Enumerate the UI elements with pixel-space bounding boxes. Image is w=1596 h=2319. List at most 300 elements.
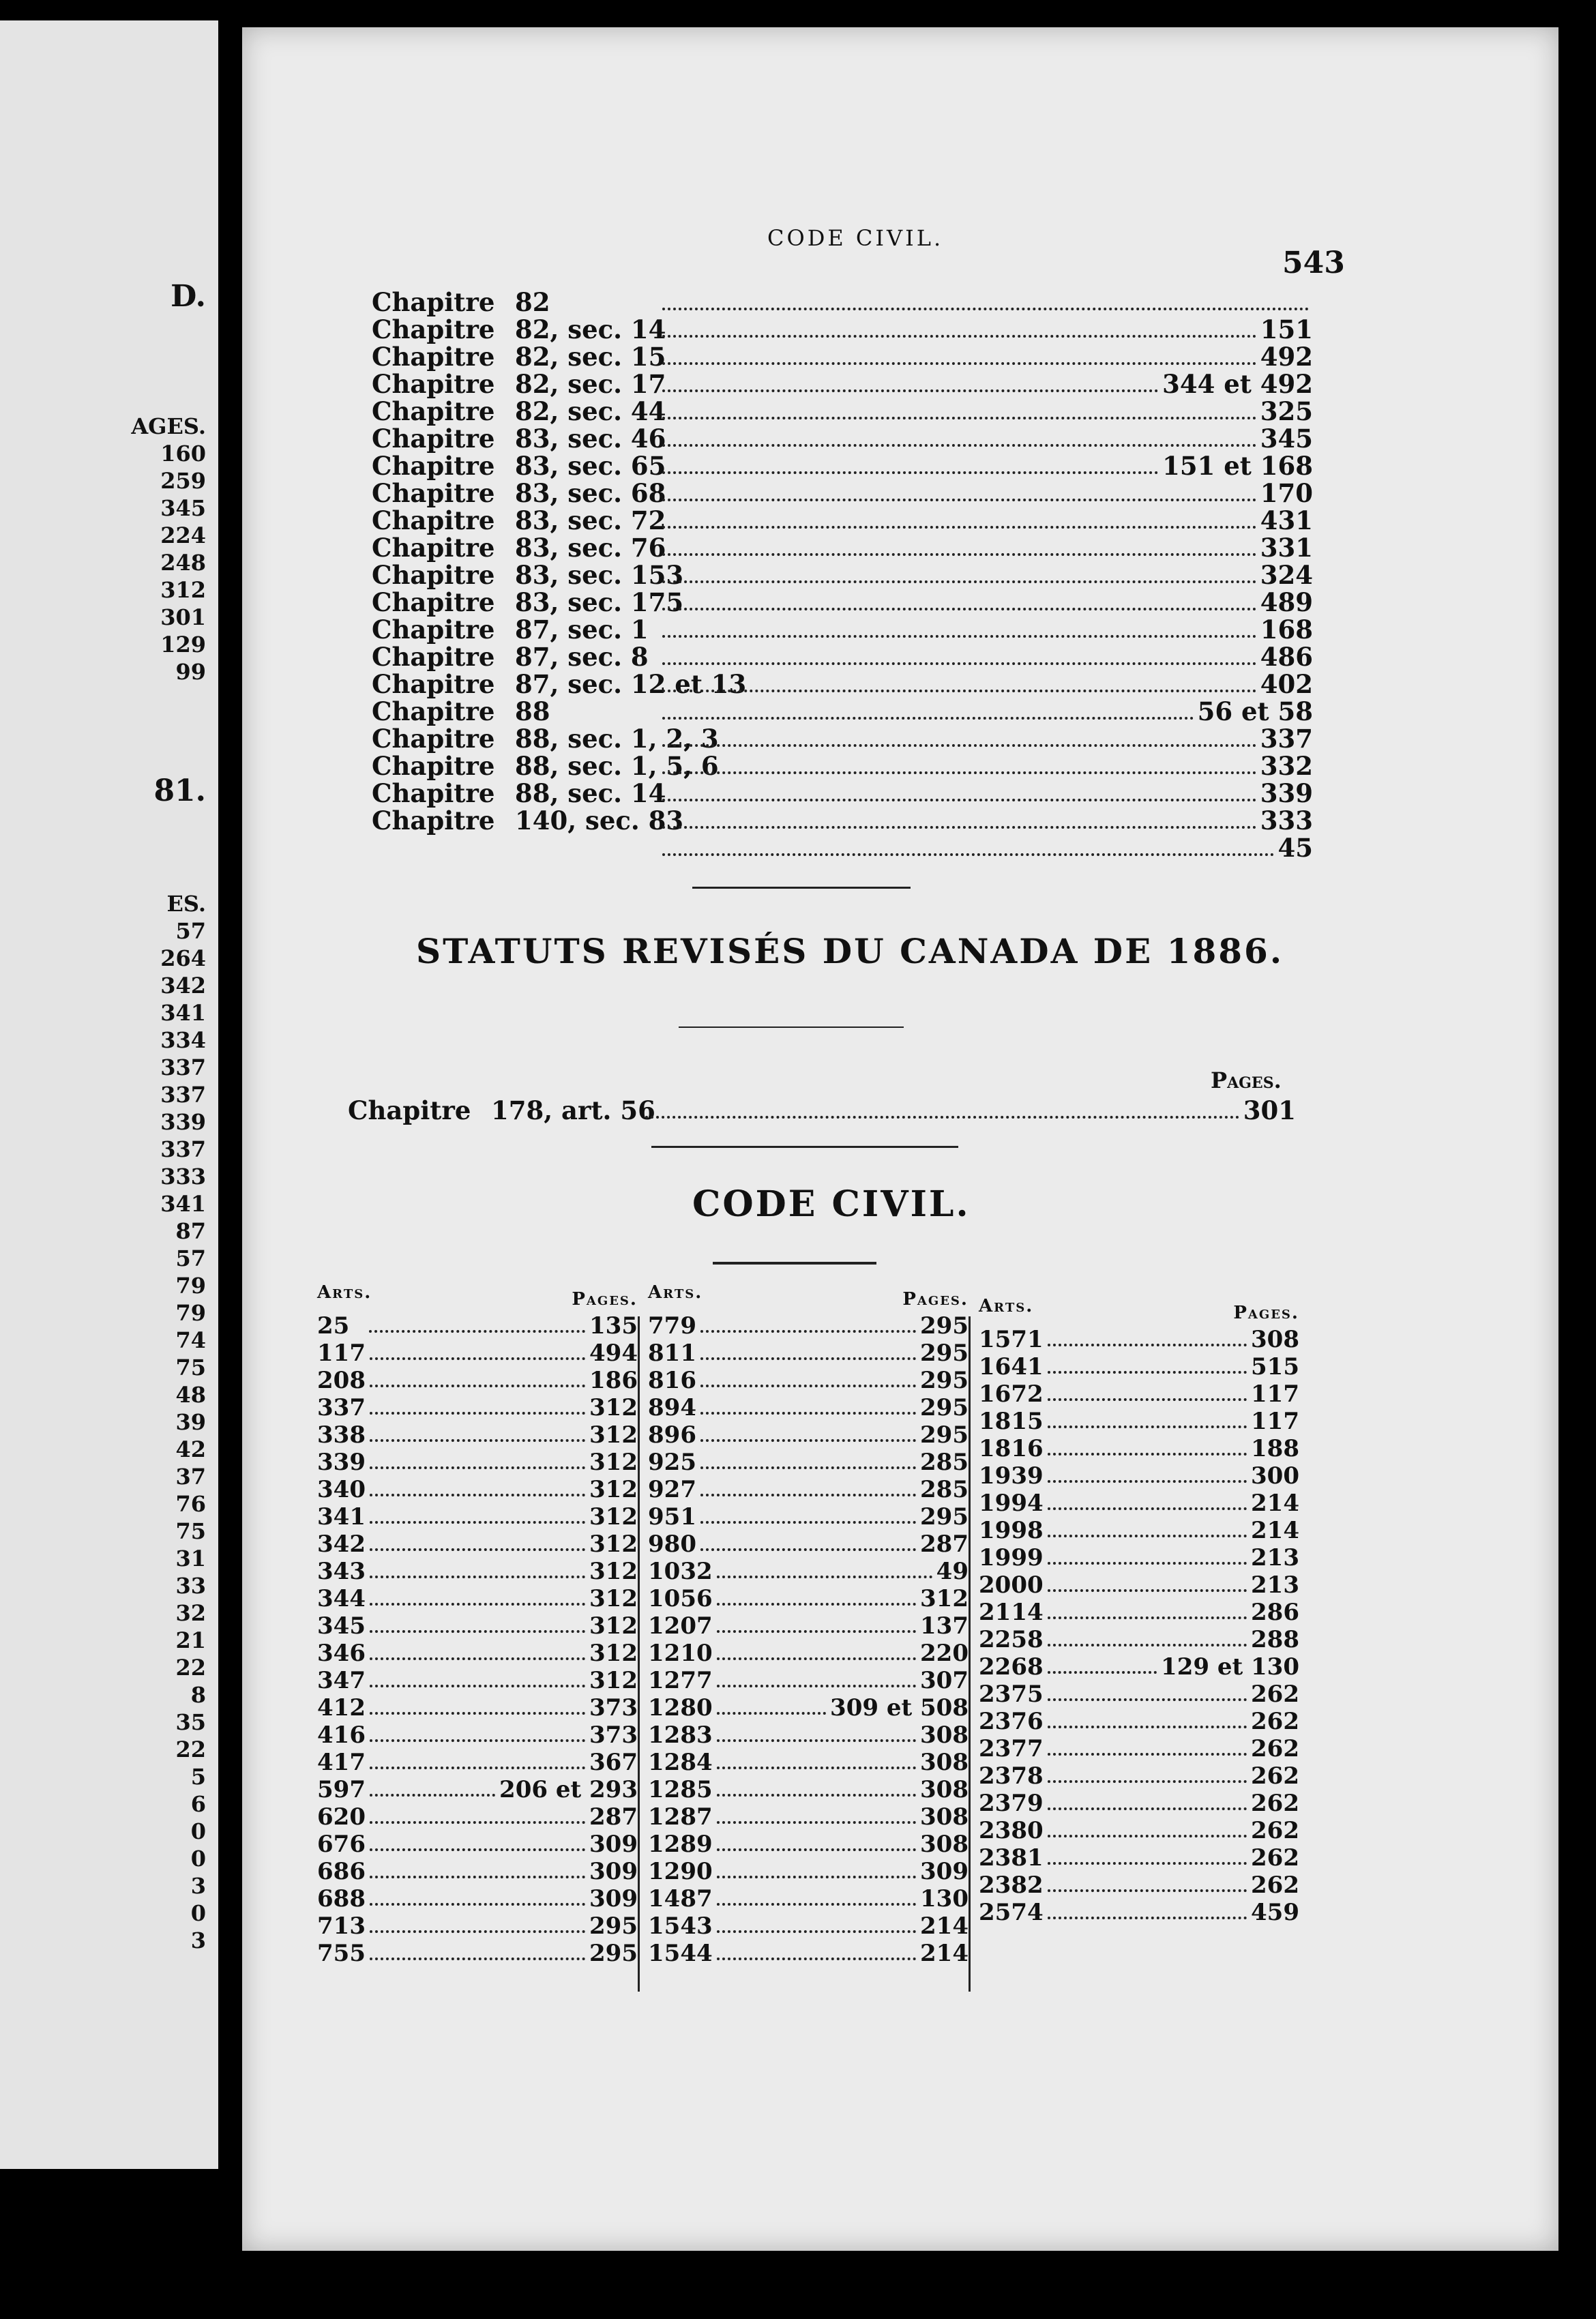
article-number: 676 [317,1831,366,1858]
leader-dots [662,853,1274,856]
article-row [979,1653,1299,1681]
page-number-fragment: 334 [160,1027,206,1053]
article-row [648,1558,969,1585]
leader-dots [370,1438,585,1442]
divider-rule [713,1262,876,1265]
page-number-fragment: 224 [160,522,206,548]
article-number: 1277 [648,1667,713,1694]
article-page: 262 [1251,1762,1299,1790]
page-number-fragment: 79 [175,1273,206,1299]
page-number-fragment: 76 [175,1491,206,1517]
article-page: 307 [920,1667,969,1694]
chapitre-label: Chapitre [372,396,495,426]
page-number-fragment: ES. [166,891,206,917]
article-number: 1998 [979,1517,1044,1544]
article-number: 1999 [979,1544,1044,1571]
chapitre-label: Chapitre [372,342,495,372]
article-number: 1487 [648,1885,713,1912]
article-page: 285 [920,1476,969,1503]
statuts-title: STATUTS REVISÉS DU CANADA DE 1886. [416,931,1284,971]
page-number-fragment: 333 [160,1164,206,1190]
chapitre-list [372,287,1313,870]
article-number: 1285 [648,1776,713,1803]
article-number: 1207 [648,1612,713,1640]
page-number-fragment: 57 [175,918,206,944]
article-row [979,1681,1299,1708]
article-page: 288 [1251,1626,1299,1653]
article-page: 312 [589,1558,638,1585]
chapitre-label: Chapitre [372,533,495,563]
article-number: 1815 [979,1408,1044,1435]
article-page: 295 [589,1940,638,1967]
article-number: 344 [317,1585,366,1612]
article-number: 2379 [979,1790,1044,1817]
article-page: 213 [1251,1544,1299,1571]
chapitre-ref: 87, sec. 8 [515,642,649,672]
article-page: 312 [589,1640,638,1667]
chapitre-row [372,344,1313,372]
article-number: 341 [317,1503,366,1531]
leader-dots [700,1548,916,1551]
page-number-fragment: 87 [175,1218,206,1244]
chapitre-ref: 83, sec. 175 [515,587,684,617]
chapitre-row [372,426,1313,454]
article-row [317,1394,638,1421]
chapitre-page: 332 [1260,751,1313,781]
article-row [979,1435,1299,1462]
page-number-fragment: 259 [160,468,206,494]
article-row [317,1722,638,1749]
page-number-fragment: 0 [190,1846,206,1872]
page-number-fragment: 31 [175,1546,206,1571]
leader-dots [717,1575,932,1578]
article-page: 49 [936,1558,969,1585]
chapitre-label: Chapitre [372,369,495,399]
leader-dots [717,1957,916,1960]
article-number: 1289 [648,1831,713,1858]
page-number: 543 [1282,246,1345,280]
article-row [648,1503,969,1531]
article-number: 1280 [648,1694,713,1722]
page-number-fragment: 75 [175,1355,206,1380]
article-page: 262 [1251,1708,1299,1735]
article-page: 308 [920,1831,969,1858]
article-page: 300 [1251,1462,1299,1490]
heading-fragment: D. [171,279,206,314]
leader-dots [1048,1779,1247,1783]
arts-header: Arts. [979,1296,1034,1316]
chapitre-ref: 88, sec. 1, 2, 3 [515,724,719,754]
divider-rule [692,887,911,889]
divider-rule [679,1026,904,1028]
article-row [979,1380,1299,1408]
article-number: 343 [317,1558,366,1585]
article-row [979,1790,1299,1817]
leader-dots [1048,1916,1247,1919]
article-page: 295 [589,1912,638,1940]
chapitre-ref: 88, sec. 14 [515,778,666,808]
article-page: 494 [589,1340,638,1367]
leader-dots [662,525,1256,529]
article-row [648,1585,969,1612]
article-number: 713 [317,1912,366,1940]
chapitre-label: Chapitre [372,696,495,726]
chapitre-page: 168 [1260,615,1313,645]
chapitre-page: 301 [1243,1095,1296,1125]
page-number-fragment: 21 [175,1627,206,1653]
article-row [979,1762,1299,1790]
article-page: 129 et 130 [1161,1653,1299,1681]
chapitre-ref: 88, sec. 1, 5, 6 [515,751,719,781]
column-separator [969,1316,971,1992]
article-row [317,1667,638,1694]
leader-dots [1048,1561,1247,1565]
article-number: 208 [317,1367,366,1394]
chapitre-page: 345 [1260,424,1313,454]
article-row [648,1885,969,1912]
page-number-fragment: 8 [190,1682,206,1708]
leader-dots [1048,1343,1247,1346]
leader-dots [662,798,1256,801]
leader-dots [700,1411,916,1415]
chapitre-page: 402 [1260,669,1313,699]
article-page: 309 [589,1858,638,1885]
page-number-fragment: 37 [175,1464,206,1490]
chapitre-label: Chapitre [372,778,495,808]
chapitre-row [372,642,1313,672]
page-number-fragment: 0 [190,1818,206,1844]
article-row [317,1640,638,1667]
leader-dots [370,1848,585,1851]
leader-dots [700,1466,916,1469]
article-page: 308 [920,1722,969,1749]
chapitre-page: 489 [1260,587,1313,617]
leader-dots [370,1902,585,1906]
page-number-fragment: 337 [160,1082,206,1108]
chapitre-label: Chapitre [372,451,495,481]
chapitre-ref: 83, sec. 65 [515,451,666,481]
leader-dots [717,1875,916,1878]
article-page: 220 [920,1640,969,1667]
article-row [648,1749,969,1776]
leader-dots [662,416,1256,419]
page-number-fragment: 3 [190,1927,206,1953]
leader-dots [700,1438,916,1442]
leader-dots [662,716,1194,720]
chapitre-ref: 87, sec. 12 et 13 [515,669,747,699]
article-row [317,1558,638,1585]
article-row [648,1531,969,1558]
article-number: 1032 [648,1558,713,1585]
leader-dots [370,1684,585,1687]
leader-dots [717,1629,916,1633]
article-row [317,1776,638,1803]
article-row [648,1449,969,1476]
article-number: 1284 [648,1749,713,1776]
chapitre-label: Chapitre [372,669,495,699]
chapitre-label: Chapitre [372,642,495,672]
article-number: 25 [317,1312,350,1340]
article-row [317,1803,638,1831]
leader-dots [662,443,1256,447]
code-civil-column-3 [979,1296,1299,1978]
page-number-fragment: 5 [190,1764,206,1790]
leader-dots [717,1602,916,1606]
article-page: 309 [920,1858,969,1885]
article-number: 951 [648,1503,696,1531]
article-row [317,1449,638,1476]
article-row [979,1599,1299,1626]
article-row [648,1858,969,1885]
chapitre-page: 337 [1260,724,1313,754]
article-row [979,1817,1299,1844]
page-number-fragment: 35 [175,1709,206,1735]
article-page: 312 [589,1394,638,1421]
chapitre-label: Chapitre [372,615,495,645]
article-number: 620 [317,1803,366,1831]
chapitre-row [372,451,1313,481]
article-page: 186 [589,1367,638,1394]
article-number: 347 [317,1667,366,1694]
article-row [648,1722,969,1749]
leader-dots [370,1657,585,1660]
page-number-fragment: 39 [175,1409,206,1435]
article-row [317,1831,638,1858]
article-page: 286 [1251,1599,1299,1626]
article-row [317,1749,638,1776]
page-number-fragment: 312 [160,577,206,603]
article-page: 295 [920,1340,969,1367]
leader-dots [1048,1807,1247,1810]
pages-header: Pages. [572,1289,638,1310]
article-row [979,1735,1299,1762]
article-row [317,1858,638,1885]
leader-dots [370,1875,585,1878]
article-row [979,1490,1299,1517]
chapitre-ref: 83, sec. 68 [515,478,666,508]
article-number: 1994 [979,1490,1044,1517]
article-number: 2375 [979,1681,1044,1708]
page-number-fragment: 75 [175,1518,206,1544]
article-row [317,1940,638,1967]
article-page: 214 [920,1940,969,1967]
chapitre-ref: 82, sec. 14 [515,314,666,344]
article-page: 312 [589,1612,638,1640]
article-page: 214 [1251,1490,1299,1517]
article-number: 416 [317,1722,366,1749]
chapitre-page: 56 et 58 [1197,696,1313,726]
article-number: 597 [317,1776,366,1803]
chapitre-ref: 88 [515,696,550,726]
article-row [979,1517,1299,1544]
chapitre-page: 170 [1260,478,1313,508]
chapitre-row [372,778,1313,808]
chapitre-row [372,560,1313,590]
leader-dots [717,1711,826,1715]
article-number: 1544 [648,1940,713,1967]
leader-dots [662,662,1256,665]
leader-dots [1048,1507,1247,1510]
leader-dots [370,1411,585,1415]
article-number: 811 [648,1340,696,1367]
leader-dots [662,471,1158,474]
leader-dots [1048,1398,1247,1401]
chapitre-page: 344 et 492 [1162,369,1313,399]
leader-dots [370,1739,585,1742]
chapitre-ref: 82, sec. 17 [515,369,666,399]
page-number-fragment: 33 [175,1573,206,1599]
article-number: 1210 [648,1640,713,1667]
page-number-fragment: 160 [160,441,206,467]
leader-dots [1048,1534,1247,1537]
article-row [648,1667,969,1694]
article-number: 417 [317,1749,366,1776]
chapitre-page: 45 [1277,833,1313,863]
heading-fragment: 81. [153,773,206,808]
article-number: 2114 [979,1599,1044,1626]
article-row [317,1612,638,1640]
article-number: 1641 [979,1353,1044,1380]
chapitre-page: 339 [1260,778,1313,808]
article-page: 117 [1251,1408,1299,1435]
article-page: 459 [1251,1899,1299,1926]
leader-dots [662,361,1256,365]
chapitre-page: 492 [1260,342,1313,372]
chapitre-row [372,535,1313,563]
article-row [317,1340,638,1367]
article-row [317,1885,638,1912]
page-number-fragment: 48 [175,1382,206,1408]
leader-dots [717,1739,916,1742]
right-page [242,27,1558,2251]
chapitre-page: 324 [1260,560,1313,590]
page-number-fragment: 301 [160,604,206,630]
article-page: 214 [1251,1517,1299,1544]
chapitre-label: Chapitre [372,560,495,590]
article-page: 308 [920,1803,969,1831]
article-page: 312 [589,1667,638,1694]
page-number-fragment: 129 [160,632,206,658]
leader-dots [700,1384,916,1387]
statuts-entry [348,1095,1296,1125]
arts-header: Arts. [317,1282,372,1303]
chapitre-row [372,833,1313,863]
leader-dots [662,825,1256,829]
chapitre-row [372,287,1313,317]
article-number: 2381 [979,1844,1044,1872]
page-number-fragment: 337 [160,1136,206,1162]
leader-dots [717,1930,916,1933]
leader-dots [370,1548,585,1551]
leader-dots [370,1957,585,1960]
chapitre-row [372,587,1313,617]
page-number-fragment: 0 [190,1900,206,1926]
divider-rule [651,1146,958,1148]
chapitre-label: Chapitre [372,478,495,508]
article-row [648,1803,969,1831]
page-number-fragment: 57 [175,1245,206,1271]
article-row [648,1476,969,1503]
article-page: 312 [589,1449,638,1476]
chapitre-row [372,669,1313,699]
running-header: CODE CIVIL. [767,225,944,251]
chapitre-label: Chapitre [372,314,495,344]
leader-dots [1048,1834,1247,1837]
article-number: 2000 [979,1571,1044,1599]
article-page: 285 [920,1449,969,1476]
leader-dots [370,1711,585,1715]
article-number: 2258 [979,1626,1044,1653]
left-page-fragment [0,20,218,2169]
chapitre-label: Chapitre [372,587,495,617]
page-number-fragment: AGES. [131,413,206,439]
chapitre-ref: 87, sec. 1 [515,615,649,645]
article-row [979,1462,1299,1490]
chapitre-label: Chapitre [372,505,495,535]
arts-header: Arts. [648,1282,703,1303]
code-civil-title: CODE CIVIL. [692,1183,971,1225]
leader-dots [700,1357,916,1360]
article-row [317,1367,638,1394]
page-number-fragment: 32 [175,1600,206,1626]
article-page: 137 [920,1612,969,1640]
article-number: 2380 [979,1817,1044,1844]
article-page: 262 [1251,1681,1299,1708]
pages-header: Pages. [1233,1303,1299,1323]
chapitre-page: 431 [1260,505,1313,535]
chapitre-row [372,808,1313,836]
leader-dots [370,1357,585,1360]
leader-dots [1048,1425,1247,1428]
article-row [317,1585,638,1612]
leader-dots [662,498,1256,501]
article-page: 188 [1251,1435,1299,1462]
chapitre-label: Chapitre [372,724,495,754]
leader-dots [1048,1889,1247,1892]
article-page: 262 [1251,1817,1299,1844]
leader-dots [662,334,1256,338]
leader-dots [700,1493,916,1496]
article-page: 130 [920,1885,969,1912]
chapitre-ref: 178, art. 56 [491,1095,655,1125]
chapitre-ref: 83, sec. 72 [515,505,666,535]
article-page: 312 [920,1585,969,1612]
chapitre-label: Chapitre [372,806,495,836]
page-number-fragment: 6 [190,1791,206,1817]
article-number: 1543 [648,1912,713,1940]
leader-dots [370,1384,585,1387]
chapitre-label: Chapitre [348,1095,471,1125]
chapitre-ref: 82 [515,287,550,317]
leader-dots [1048,1698,1247,1701]
leader-dots [662,743,1256,747]
leader-dots [1048,1616,1247,1619]
article-row [979,1326,1299,1353]
article-page: 312 [589,1531,638,1558]
article-number: 1290 [648,1858,713,1885]
article-number: 1287 [648,1803,713,1831]
article-row [648,1640,969,1667]
chapitre-row [372,617,1313,645]
article-number: 896 [648,1421,696,1449]
chapitre-row [372,751,1313,781]
article-number: 1672 [979,1380,1044,1408]
article-row [648,1694,969,1722]
article-row [648,1421,969,1449]
leader-dots [662,771,1256,774]
chapitre-row [372,396,1313,426]
leader-dots [1048,1479,1247,1483]
